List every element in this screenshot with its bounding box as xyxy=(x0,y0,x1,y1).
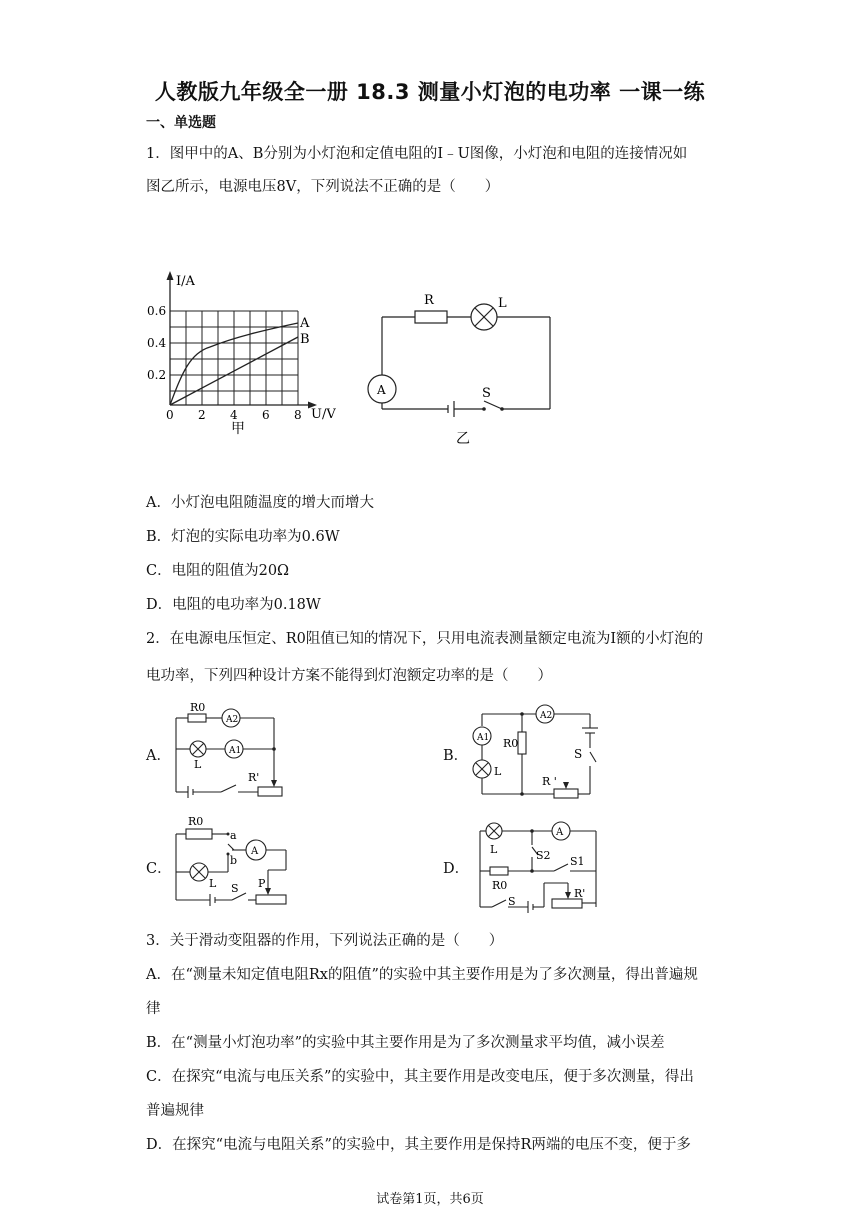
q2c-a-switch-label: a xyxy=(230,829,237,842)
q2b-s-label: S xyxy=(574,747,583,761)
q2-circuit-a xyxy=(166,700,291,800)
q2a-a1-label: A1 xyxy=(229,746,242,756)
q2-circuit-d xyxy=(470,815,605,915)
q1-option-d: D．电阻的电功率为0.18W xyxy=(146,597,321,613)
graph-xtick: 4 xyxy=(230,408,238,422)
circuit-r-label: R xyxy=(424,293,434,308)
q2d-ammeter-label: A xyxy=(556,827,564,838)
q3-option-a-line2: 律 xyxy=(146,1001,161,1017)
graph-ylabel: I/A xyxy=(176,274,195,289)
q2a-r0-label: R0 xyxy=(190,701,206,714)
q3-option-d-line1: D．在探究“电流与电阻关系”的实验中，其主要作用是保持R两端的电压不变，便于多 xyxy=(146,1137,691,1153)
q1-text-line1: 1．图甲中的A、B分别为小灯泡和定值电阻的I﹣U图像，小灯泡和电阻的连接情况如 xyxy=(146,146,688,162)
q2c-ammeter-label: A xyxy=(251,846,259,857)
q2a-rp-label: R' xyxy=(248,771,260,784)
q2-circuit-c xyxy=(166,812,296,912)
q2c-s-label: S xyxy=(231,882,239,895)
graph-ytick: 0.2 xyxy=(147,368,167,382)
q2b-l-label: L xyxy=(494,765,502,778)
q1-option-a: A．小灯泡电阻随温度的增大而增大 xyxy=(146,495,374,511)
q2b-a1-label: A1 xyxy=(477,733,490,743)
graph-xtick: 6 xyxy=(262,408,270,422)
q3-text: 3．关于滑动变阻器的作用，下列说法正确的是（ ） xyxy=(146,933,504,949)
graph-caption: 甲 xyxy=(231,421,245,437)
q3-option-c-line2: 普遍规律 xyxy=(146,1103,204,1119)
graph-xtick: 2 xyxy=(198,408,206,422)
q2a-a2-label: A2 xyxy=(226,715,239,725)
graph-curve-a-label: A xyxy=(300,316,310,331)
q2d-s2-label: S2 xyxy=(536,849,551,862)
graph-xtick: 0 xyxy=(166,408,174,422)
page-footer: 试卷第1页，共6页 xyxy=(376,1192,484,1207)
q2c-b-switch-label: b xyxy=(230,854,238,867)
q2d-s-label: S xyxy=(508,895,516,908)
q2-circuit-b xyxy=(470,700,610,805)
q1-iu-graph xyxy=(140,265,350,440)
q2-text-line2: 电功率，下列四种设计方案不能得到灯泡额定功率的是（ ） xyxy=(146,668,552,684)
graph-ytick: 0.4 xyxy=(147,336,167,350)
section-heading: 一、单选题 xyxy=(146,115,216,131)
q2-text-line1: 2．在电源电压恒定、R0阻值已知的情况下，只用电流表测量额定电流为I额的小灯泡的 xyxy=(146,631,704,647)
q2c-p-label: P xyxy=(258,877,266,890)
q2-option-d-label: D． xyxy=(443,861,470,877)
q2-option-b-label: B． xyxy=(443,748,469,764)
graph-xtick: 8 xyxy=(294,408,302,422)
circuit-l-label: L xyxy=(498,296,507,311)
q3-option-b: B．在“测量小灯泡功率”的实验中其主要作用是为了多次测量求平均值，减小误差 xyxy=(146,1035,665,1051)
graph-xlabel: U/V xyxy=(311,407,336,422)
q2-option-c-label: C． xyxy=(146,861,172,877)
q2d-rp-label: R' xyxy=(574,887,586,900)
q2d-s1-label: S1 xyxy=(570,855,585,868)
q2b-r0-label: R0 xyxy=(503,737,519,750)
graph-line-b-label: B xyxy=(300,332,310,347)
q1-text-line2: 图乙所示，电源电压8V，下列说法不正确的是（ ） xyxy=(146,179,500,195)
circuit-s-label: S xyxy=(482,386,491,401)
page-title: 人教版九年级全一册 18.3 测量小灯泡的电功率 一课一练 xyxy=(154,80,706,104)
circuit-caption: 乙 xyxy=(456,431,470,447)
q1-option-c: C．电阻的阻值为20Ω xyxy=(146,563,290,579)
q2c-r0-label: R0 xyxy=(188,815,204,828)
q2a-l-label: L xyxy=(194,758,202,771)
q2b-rp-label: R ' xyxy=(542,775,557,788)
q1-option-b: B．灯泡的实际电功率为0.6W xyxy=(146,529,340,545)
q1-circuit xyxy=(360,285,560,450)
q3-option-a-line1: A．在“测量未知定值电阻Rx的阻值”的实验中其主要作用是为了多次测量，得出普遍规 xyxy=(146,967,698,983)
q2d-r0-label: R0 xyxy=(492,879,508,892)
q2d-l-label: L xyxy=(490,843,498,856)
q3-option-c-line1: C．在探究“电流与电压关系”的实验中，其主要作用是改变电压，便于多次测量，得出 xyxy=(146,1069,694,1085)
q2b-a2-label: A2 xyxy=(540,711,553,721)
circuit-ammeter-label: A xyxy=(377,383,386,397)
graph-ytick: 0.6 xyxy=(147,304,167,318)
q2c-l-label: L xyxy=(209,877,217,890)
q2-option-a-label: A． xyxy=(146,748,171,764)
